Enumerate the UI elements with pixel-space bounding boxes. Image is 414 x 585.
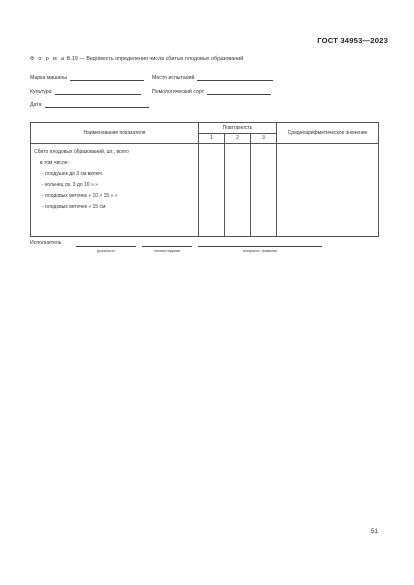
- header-rep-1: 1: [199, 133, 225, 144]
- position-line[interactable]: [76, 246, 136, 247]
- machine-label: Марка машины: [30, 75, 67, 81]
- header-name: Наименование показателя: [31, 123, 199, 144]
- indicator-twigs-over-15: - плодовых веточек » 15 см: [42, 204, 106, 210]
- form-title-text: Ведомость определения числа сбитых плодовых образований: [86, 56, 244, 62]
- date-line[interactable]: [45, 102, 149, 108]
- header-average: Среднеарифметическое значение: [277, 123, 379, 144]
- indicator-twigs-10-15: - плодовых веточек » 10 » 15 » »: [42, 193, 118, 199]
- average-cell[interactable]: [277, 144, 379, 237]
- page-number: 51: [370, 528, 378, 535]
- machine-line[interactable]: [70, 75, 144, 81]
- indicator-total: Сбито плодовых образований, шт., всего: [34, 149, 129, 155]
- signature-line[interactable]: [142, 246, 192, 247]
- variety-field: [152, 89, 271, 95]
- form-dash: —: [79, 56, 85, 62]
- crop-field: [30, 89, 141, 95]
- indicator-ringlets: - кольчец св. 3 до 10 » »: [42, 182, 98, 188]
- header-rep-2: 2: [225, 133, 251, 144]
- name-line[interactable]: [198, 246, 322, 247]
- date-label: Дата: [30, 102, 42, 108]
- rep-3-cell[interactable]: [251, 144, 277, 237]
- signature-caption: личная подпись: [153, 249, 181, 253]
- position-caption: должность: [97, 249, 115, 253]
- name-caption: инициалы, фамилия: [242, 249, 278, 253]
- indicator-subheading: в том числе:: [40, 160, 69, 166]
- location-line[interactable]: [197, 75, 273, 81]
- form-title: [30, 56, 243, 62]
- results-table: [30, 122, 379, 237]
- crop-line[interactable]: [55, 89, 141, 95]
- rep-2-cell[interactable]: [225, 144, 251, 237]
- signature-label: Исполнитель: [30, 240, 62, 246]
- form-prefix: Ф о р м а: [30, 56, 66, 62]
- rep-1-cell[interactable]: [199, 144, 225, 237]
- header-repeat: Повторность: [199, 123, 277, 134]
- indicator-fruit-spurs: - плодушек до 3 см включ.: [42, 171, 104, 177]
- standard-number: ГОСТ 34953—2023: [317, 36, 388, 45]
- indicators-cell: [31, 144, 199, 237]
- variety-label: Помологический сорт: [152, 89, 205, 95]
- header-rep-3: 3: [251, 133, 277, 144]
- location-field: [152, 75, 273, 81]
- crop-label: Культура: [30, 89, 52, 95]
- variety-line[interactable]: [207, 89, 271, 95]
- date-field: [30, 102, 149, 108]
- machine-field: [30, 75, 144, 81]
- location-label: Место испытаний: [152, 75, 195, 81]
- form-number: Б.19: [66, 56, 78, 62]
